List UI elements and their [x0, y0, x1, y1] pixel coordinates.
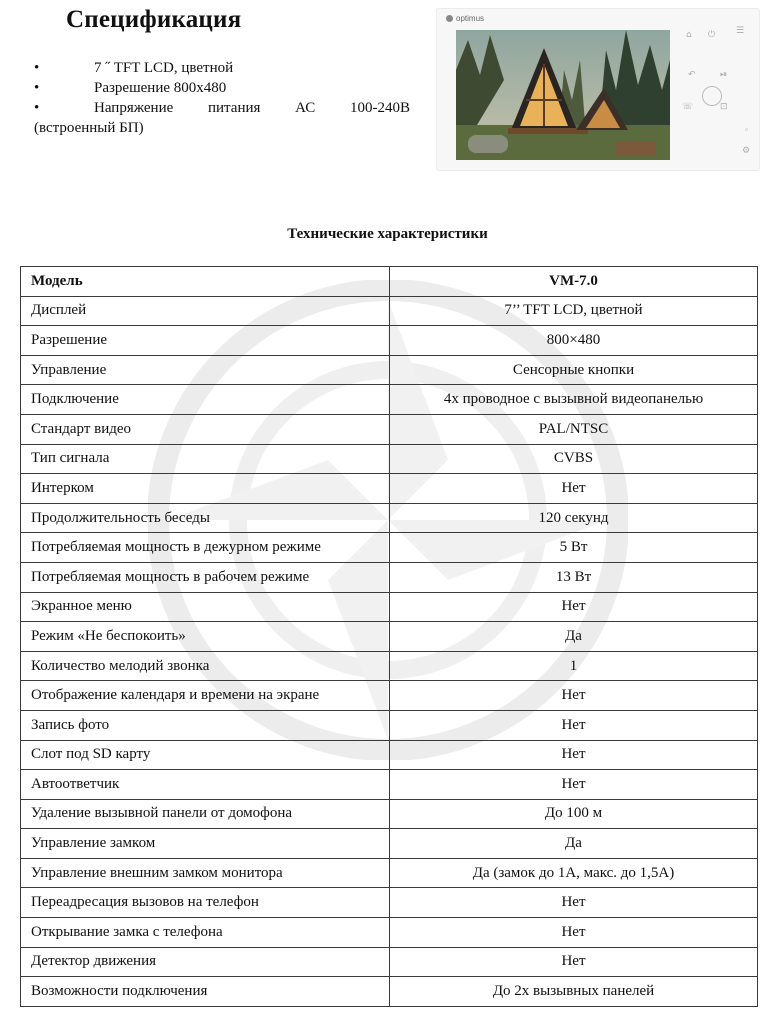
spec-list-text: Напряжение питания АС 100-240В [94, 100, 410, 116]
call-icon: ☏ [682, 102, 694, 112]
row-value: 4х проводное с вызывной видеопанелью [390, 385, 758, 415]
row-value: Нет [390, 947, 758, 977]
bullet: • [34, 60, 40, 76]
row-value: Да (замок до 1А, макс. до 1,5А) [390, 858, 758, 888]
settings-icon: ⚙ [742, 146, 751, 156]
row-label: Интерком [21, 474, 390, 504]
table-row [21, 977, 758, 1007]
row-label: Продолжительность беседы [21, 503, 390, 533]
row-label: Экранное меню [21, 592, 390, 622]
spec-list-text: Разрешение 800x480 [94, 80, 227, 96]
unlock-icon: ⊡ [720, 102, 728, 112]
row-value: 1 [390, 651, 758, 681]
table-row [21, 444, 758, 474]
row-label: Потребляемая мощность в дежурном режиме [21, 533, 390, 563]
row-value: До 2х вызывных панелей [390, 977, 758, 1007]
row-label: Управление внешним замком монитора [21, 858, 390, 888]
table-row [21, 296, 758, 326]
row-value: Нет [390, 681, 758, 711]
row-value: Нет [390, 770, 758, 800]
table-row [21, 799, 758, 829]
row-label: Подключение [21, 385, 390, 415]
row-label: Детектор движения [21, 947, 390, 977]
row-value: Нет [390, 710, 758, 740]
table-row [21, 385, 758, 415]
table-row [21, 355, 758, 385]
bullet: • [34, 80, 40, 96]
row-value: Нет [390, 740, 758, 770]
table-row [21, 503, 758, 533]
row-label: Автоответчик [21, 770, 390, 800]
monitor-screen [456, 30, 670, 160]
row-label: Стандарт видео [21, 414, 390, 444]
table-row [21, 740, 758, 770]
row-value: 800×480 [390, 326, 758, 356]
table-row [21, 918, 758, 948]
row-label: Управление замком [21, 829, 390, 859]
table-row [21, 651, 758, 681]
page-title: Спецификация [66, 6, 242, 33]
table-row [21, 681, 758, 711]
product-image [436, 8, 760, 171]
table-header-row [21, 267, 758, 297]
table-row [21, 888, 758, 918]
spec-list-item [34, 78, 410, 98]
row-label: Возможности подключения [21, 977, 390, 1007]
back-icon: ↶ [688, 70, 696, 80]
row-value: Нет [390, 474, 758, 504]
table-row [21, 326, 758, 356]
row-label: Тип сигнала [21, 444, 390, 474]
monitor-icon: ⏯ [720, 70, 728, 80]
spec-list-continuation: (встроенный БП) [34, 120, 144, 136]
table-row [21, 622, 758, 652]
table-row [21, 474, 758, 504]
table-row [21, 829, 758, 859]
row-label: Запись фото [21, 710, 390, 740]
row-label: Открывание замка с телефона [21, 918, 390, 948]
row-label: Дисплей [21, 296, 390, 326]
power-icon: ⏻ [708, 30, 716, 40]
spec-list-item [34, 58, 410, 78]
table-header-value: VM-7.0 [390, 267, 758, 297]
row-label: Управление [21, 355, 390, 385]
specs-table [20, 266, 758, 1007]
row-value: Сенсорные кнопки [390, 355, 758, 385]
row-label: Отображение календаря и времени на экране [21, 681, 390, 711]
nav-wheel-icon [702, 86, 722, 106]
row-value: Нет [390, 592, 758, 622]
spec-list-item [34, 98, 410, 118]
row-value: 120 секунд [390, 503, 758, 533]
row-value: 5 Вт [390, 533, 758, 563]
row-value: До 100 м [390, 799, 758, 829]
row-label: Переадресация вызовов на телефон [21, 888, 390, 918]
row-value: PAL/NTSC [390, 414, 758, 444]
row-value: 13 Вт [390, 562, 758, 592]
row-value: Нет [390, 918, 758, 948]
row-label: Количество мелодий звонка [21, 651, 390, 681]
spec-list-text: 7 ˝ TFT LCD, цветной [94, 60, 234, 76]
row-label: Потребляемая мощность в рабочем режиме [21, 562, 390, 592]
row-label: Удаление вызывной панели от домофона [21, 799, 390, 829]
table-row [21, 414, 758, 444]
cabin-photo [456, 30, 670, 160]
camera-icon: ◦ [744, 126, 750, 136]
row-value: CVBS [390, 444, 758, 474]
row-label: Разрешение [21, 326, 390, 356]
bullet: • [34, 100, 40, 116]
handset-icon: ⌂ [686, 30, 692, 40]
spec-list [34, 58, 410, 138]
row-value: Нет [390, 888, 758, 918]
table-row [21, 533, 758, 563]
row-value: 7’’ TFT LCD, цветной [390, 296, 758, 326]
row-label: Режим «Не беспокоить» [21, 622, 390, 652]
brand-logo-icon [446, 15, 453, 22]
table-row [21, 947, 758, 977]
table-row [21, 858, 758, 888]
brand-name: optimus [456, 14, 485, 23]
monitor-controls [674, 22, 758, 167]
table-row [21, 562, 758, 592]
table-row [21, 592, 758, 622]
table-row [21, 770, 758, 800]
row-value: Да [390, 829, 758, 859]
row-value: Да [390, 622, 758, 652]
table-header-label: Модель [21, 267, 390, 297]
menu-icon: ☰ [736, 26, 745, 36]
table-row [21, 710, 758, 740]
row-label: Слот под SD карту [21, 740, 390, 770]
section-title: Технические характеристики [287, 226, 488, 242]
